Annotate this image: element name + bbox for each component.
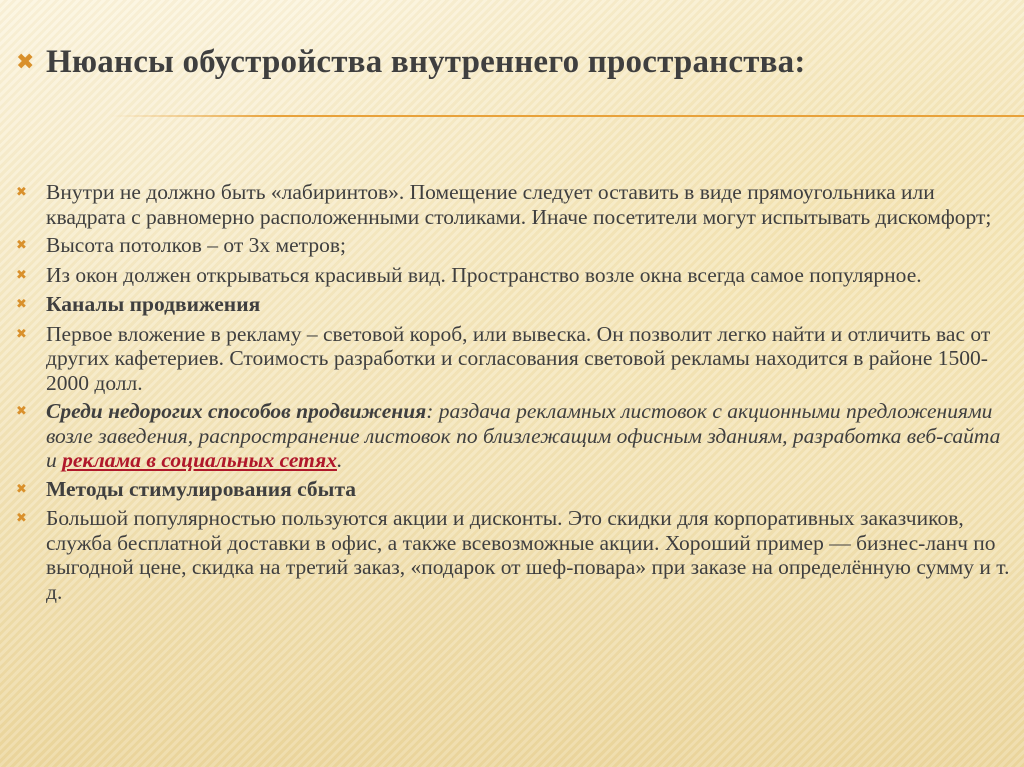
section-heading-text: Каналы продвижения <box>46 292 261 316</box>
list-item-text: Первое вложение в рекламу – световой короб, или вывеска. Он позволит легко найти и отличить вас от других кафетериев. Стоимость разработки и согласования световой рекламы находится в районе 1500-2000 долл. <box>46 321 991 395</box>
slide-content <box>16 180 1016 608</box>
section-heading-text: Методы стимулирования сбыта <box>46 476 357 501</box>
title-bullet-icon: ✖ <box>16 50 35 75</box>
list-item-text: Высота потолков – от 3х метров; <box>46 233 346 257</box>
list-item-text <box>46 399 1016 473</box>
bullet-icon: ✖ <box>16 511 27 526</box>
list-item-end: . <box>336 448 343 472</box>
list-item <box>16 506 1016 604</box>
list-item-text: Большой популярностью пользуются акции и дисконты. Это скидки для корпоративных заказчиков, служба бесплатной доставки в офис, а также всевозможные акции. Хороший пример — бизнес-ланч по выгодной цене, скидка на третий заказ, «подарок от шеф-повара» при заказе на определённую сумму и т. д. <box>46 506 1010 604</box>
bullet-icon: ✖ <box>16 404 27 419</box>
bullet-icon: ✖ <box>16 238 27 253</box>
list-item-body: : раздача рекламных листовок с акционными предложениями возле заведения, распространение листовок по близлежащим офисным зданиям, разработка веб-сайта и <box>46 399 1001 472</box>
list-item <box>16 263 1016 289</box>
emphasis-lead: Среди недорогих способов продвижения <box>46 399 427 423</box>
bullet-icon: ✖ <box>16 481 27 497</box>
list-item <box>16 322 1016 396</box>
section-heading-sales <box>16 477 1016 503</box>
slide-title: Нюансы обустройства внутреннего пространства: <box>46 44 806 80</box>
list-item <box>16 233 1016 259</box>
list-item-text: Из окон должен открываться красивый вид. Пространство возле окна всегда самое популярное. <box>46 262 922 287</box>
list-item-text: Внутри не должно быть «лабиринтов». Помещение следует оставить в виде прямоугольника или квадрата с равномерно расположенными столиками. Иначе посетители могут испытывать дискомфорт; <box>46 180 992 229</box>
title-divider <box>110 115 1024 117</box>
bullet-icon: ✖ <box>16 297 27 312</box>
bullet-icon: ✖ <box>16 185 27 200</box>
title-row <box>16 44 996 81</box>
bullet-icon: ✖ <box>16 267 27 283</box>
social-media-link[interactable]: реклама в социальных сетях <box>62 448 337 472</box>
list-item <box>16 180 1016 229</box>
list-item-cheap-promotion <box>16 399 1016 473</box>
bullet-icon: ✖ <box>16 326 27 342</box>
section-heading-promotion <box>16 292 1016 318</box>
